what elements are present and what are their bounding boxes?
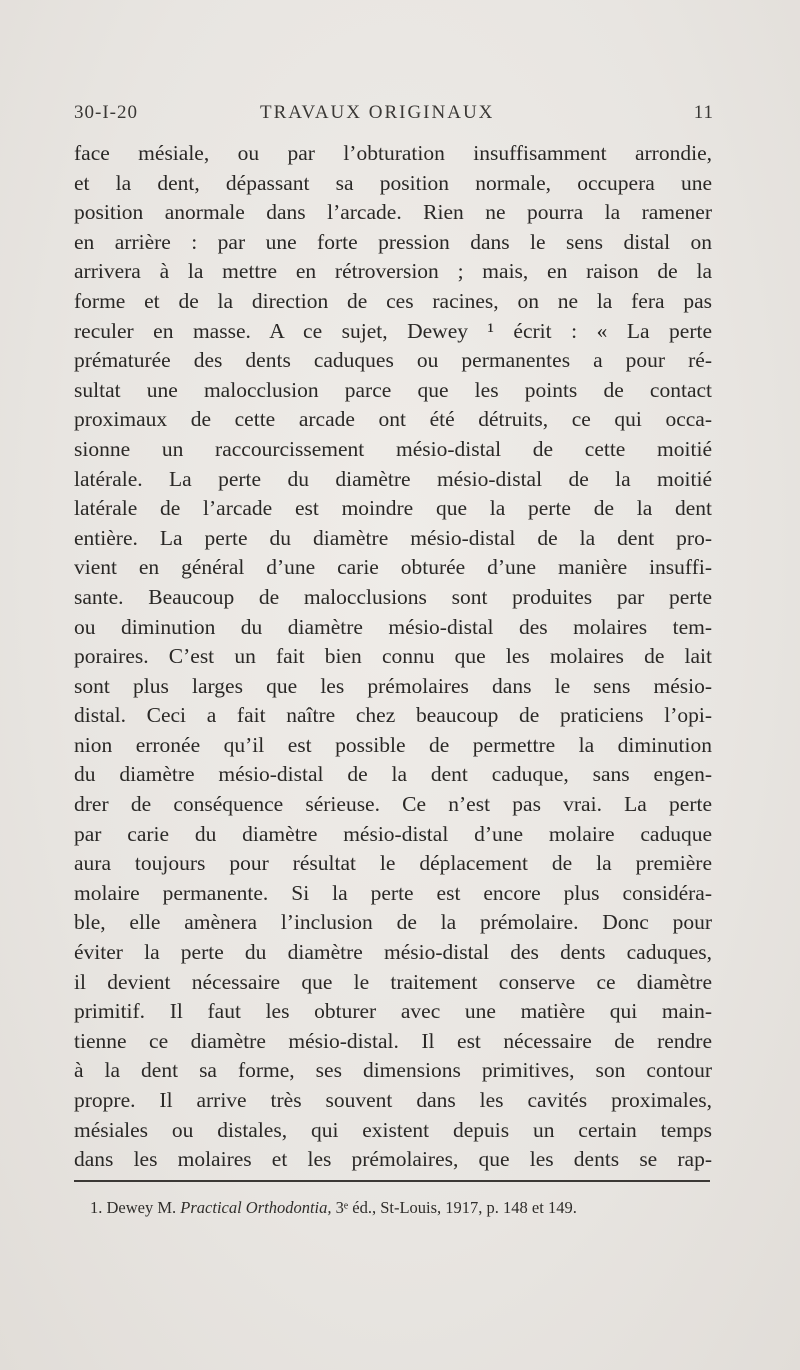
footnote-details: 3ᵉ éd., St-Louis, 1917, p. 148 et 149. xyxy=(335,1198,577,1217)
text-line: sionne un raccourcissement mésio-distal de cette moitié xyxy=(74,436,712,461)
text-line: sont plus larges que les prémolaires dans le sens mésio- xyxy=(74,673,712,698)
header-title: TRAVAUX ORIGINAUX xyxy=(260,102,495,123)
text-line: propre. Il arrive très souvent dans les cavités proximales, xyxy=(74,1088,712,1112)
text-line: ou diminution du diamètre mésio-distal des molaires tem- xyxy=(74,614,712,639)
text-line: reculer en masse. A ce sujet, Dewey ¹ écrit : « La perte xyxy=(74,318,712,343)
footnote-divider xyxy=(74,1180,710,1182)
footnote xyxy=(90,1198,710,1218)
text-line: latérale de l’arcade est moindre que la perte de la dent xyxy=(74,496,712,521)
text-line: latérale. La perte du diamètre mésio-distal de la moitié xyxy=(74,466,712,491)
text-line: arrivera à la mettre en rétroversion ; mais, en raison de la xyxy=(74,259,712,284)
footnote-author: Dewey M. xyxy=(106,1198,177,1217)
text-line: face mésiale, ou par l’obturation insuffisamment arrondie, xyxy=(74,141,712,165)
footnote-work-title: Practical Orthodontia, xyxy=(180,1198,332,1217)
text-line: et la dent, dépassant sa position normale, occupera une xyxy=(74,170,712,195)
text-line: entière. La perte du diamètre mésio-distal de la dent pro- xyxy=(74,525,712,550)
footnote-number: 1. xyxy=(90,1198,103,1217)
page-number: 11 xyxy=(693,102,714,123)
text-line: du diamètre mésio-distal de la dent caduque, sans engen- xyxy=(74,762,712,787)
running-header xyxy=(74,102,714,128)
text-line: sultat une malocclusion parce que les points de contact xyxy=(74,377,712,402)
text-line: à la dent sa forme, ses dimensions primitives, son contour xyxy=(74,1058,712,1083)
text-line: en arrière : par une forte pression dans le sens distal on xyxy=(74,229,712,254)
text-line: sante. Beaucoup de malocclusions sont produites par perte xyxy=(74,584,712,609)
text-line: aura toujours pour résultat le déplacement de la première xyxy=(74,851,712,876)
text-line: par carie du diamètre mésio-distal d’une molaire caduque xyxy=(74,821,712,846)
text-line: vient en général d’une carie obturée d’une manière insuffi- xyxy=(74,555,712,580)
text-line: primitif. Il faut les obturer avec une matière qui main- xyxy=(74,999,712,1024)
text-line: éviter la perte du diamètre mésio-distal des dents caduques, xyxy=(74,940,712,965)
text-line: position anormale dans l’arcade. Rien ne pourra la ramener xyxy=(74,200,712,225)
text-line: nion erronée qu’il est possible de permettre la diminution xyxy=(74,732,712,757)
text-line: dans les molaires et les prémolaires, que les dents se rap- xyxy=(74,1147,712,1172)
text-line: prématurée des dents caduques ou permanentes a pour ré- xyxy=(74,348,712,373)
text-line: ble, elle amènera l’inclusion de la prémolaire. Donc pour xyxy=(74,910,712,935)
text-line: drer de conséquence sérieuse. Ce n’est pas vrai. La perte xyxy=(74,792,712,817)
text-line: forme et de la direction de ces racines, on ne la fera pas xyxy=(74,288,712,313)
text-line: il devient nécessaire que le traitement conserve ce diamètre xyxy=(74,969,712,994)
text-line: distal. Ceci a fait naître chez beaucoup de praticiens l’opi- xyxy=(74,703,712,728)
text-line: poraires. C’est un fait bien connu que les molaires de lait xyxy=(74,644,712,669)
text-line: molaire permanente. Si la perte est encore plus considéra- xyxy=(74,880,712,905)
text-line: mésiales ou distales, qui existent depuis un certain temps xyxy=(74,1117,712,1142)
header-date: 30-I-20 xyxy=(74,102,138,123)
text-line: tienne ce diamètre mésio-distal. Il est nécessaire de rendre xyxy=(74,1028,712,1053)
body-text xyxy=(74,139,712,1175)
text-line: proximaux de cette arcade ont été détruits, ce qui occa- xyxy=(74,407,712,432)
